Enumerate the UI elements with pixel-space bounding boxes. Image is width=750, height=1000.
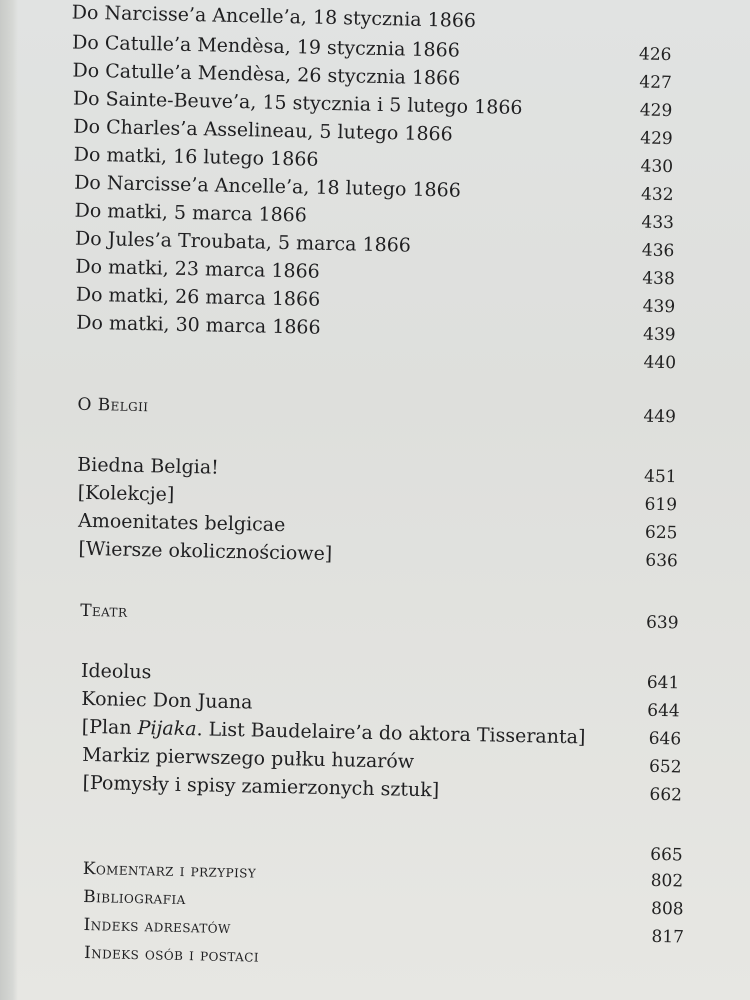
toc-page-number: 802	[650, 870, 684, 892]
toc-page-number: 426	[638, 44, 672, 66]
appendix-entry-bibliografia: Bibliografia	[83, 886, 186, 910]
toc-page-number: 440	[643, 352, 677, 374]
section-title-teatr: Teatr	[80, 600, 128, 622]
toc-entry: Do Jules’a Troubata, 5 marca 1866	[74, 227, 412, 257]
toc-entry: Do Narcisse’a Ancelle’a, 18 stycznia 1866	[71, 1, 477, 32]
toc-page-number: 430	[640, 156, 674, 178]
toc-page-number: 429	[640, 128, 673, 150]
toc-page-number: 439	[642, 296, 676, 318]
appendix-entry-indeks-osob: Indeks osób i postaci	[83, 942, 260, 967]
toc-entry: Do Charles’a Asselineau, 5 lutego 1866	[73, 115, 453, 146]
toc-entry: Do Catulle’a Mendèsa, 26 stycznia 1866	[72, 59, 461, 90]
section-title-o-belgii: O Belgii	[77, 394, 149, 417]
toc-page-number: 808	[650, 898, 684, 920]
toc-entry: Biedna Belgia!	[77, 453, 220, 479]
toc-entry-text: . List Baudelaire’a do aktora Tisseranta]	[196, 718, 586, 749]
toc-entry: Markiz pierwszego pułku huzarów	[81, 743, 415, 773]
toc-entry: Do matki, 23 marca 1866	[75, 255, 320, 283]
toc-page-number: 641	[646, 672, 680, 694]
toc-entry: [Kolekcje]	[77, 481, 175, 506]
toc-page-number: 432	[640, 184, 674, 206]
toc-page-number: 619	[644, 494, 678, 516]
toc-entry: Do Narcisse’a Ancelle’a, 18 lutego 1866	[73, 171, 462, 202]
toc-page-number: 817	[651, 926, 685, 948]
toc-page-number: 625	[644, 522, 678, 544]
toc-entry: Amoenitates belgicae	[77, 509, 286, 537]
toc-entry: Do matki, 26 marca 1866	[75, 283, 321, 311]
toc-page-number: 427	[639, 72, 673, 94]
section-page-number: 639	[645, 612, 679, 634]
toc-entry: Do matki, 16 lutego 1866	[73, 143, 319, 171]
toc-page-number: 665	[650, 844, 683, 866]
toc-page-number: 433	[641, 212, 675, 234]
toc-page-number: 438	[642, 268, 675, 290]
toc-entry: Do Sainte-Beuve’a, 15 stycznia i 5 lutego 1866	[72, 87, 523, 119]
toc-page-number: 652	[648, 756, 682, 778]
toc-page-number: 429	[639, 100, 673, 122]
toc-page-number: 646	[648, 728, 682, 750]
toc-page-number: 662	[649, 784, 683, 806]
toc-entry: Do matki, 30 marca 1866	[76, 311, 321, 339]
toc-entry: Ideolus	[80, 659, 152, 684]
toc-entry-text: [Plan	[81, 715, 138, 740]
appendix-entry-komentarz: Komentarz i przypisy	[82, 858, 257, 883]
toc-page-number: 644	[647, 700, 680, 722]
toc-entry: [Pomysły i spisy zamierzonych sztuk]	[82, 771, 440, 802]
toc-entry	[82, 716, 586, 749]
toc-entry: Do matki, 5 marca 1866	[74, 199, 308, 227]
section-page-number: 449	[643, 406, 677, 428]
toc-page-number: 439	[642, 324, 676, 346]
toc-page-number: 636	[645, 550, 679, 572]
toc-entry-italic-text: Pijaka	[137, 717, 197, 741]
toc-entry: Koniec Don Juana	[81, 687, 253, 714]
toc-page-number: 451	[643, 466, 677, 488]
appendix-entry-indeks-adresatow: Indeks adresatów	[83, 914, 231, 939]
toc-entry: [Wiersze okolicznościowe]	[78, 537, 333, 566]
toc-page-number: 436	[641, 240, 675, 262]
toc-entry: Do Catulle’a Mendèsa, 19 stycznia 1866	[71, 31, 461, 62]
